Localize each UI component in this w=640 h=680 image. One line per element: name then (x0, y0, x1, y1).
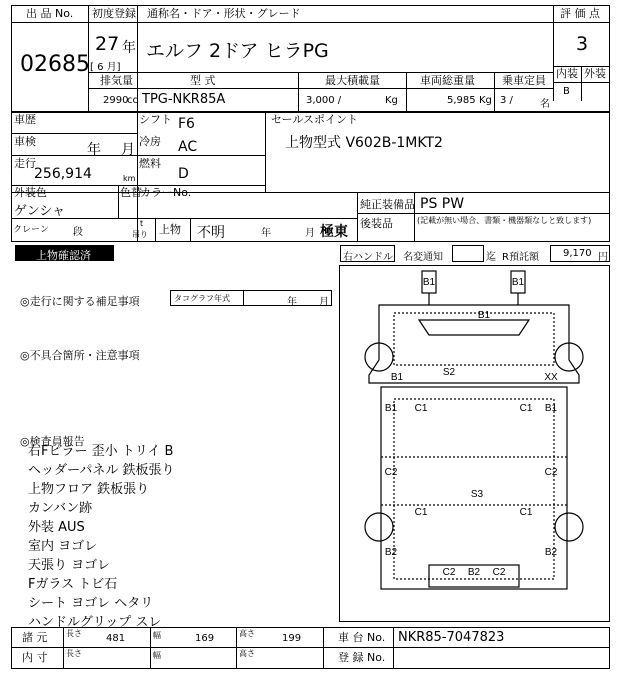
standard-equipment-label: 純正装備品 (360, 198, 415, 211)
interior-grade-label: 内装 (556, 67, 578, 80)
sales-point-label: セールスポイント (271, 113, 359, 126)
width-value: 169 (195, 633, 215, 644)
report-line: シート ヨゴレ ヘタリ (28, 596, 154, 611)
report-line: 外装 AUS (28, 520, 85, 535)
aftermarket-label: 後装品 (360, 217, 393, 230)
chassis-label: 車 台 No. (338, 631, 386, 644)
grade-label: 評 価 点 (560, 7, 600, 20)
lot-number: 02685 (20, 52, 90, 77)
diagram-mark: B1 (422, 277, 436, 288)
body-grade: 極東 (320, 224, 348, 240)
report-line: 天張り ヨゴレ (28, 558, 111, 573)
diagram-mark: C2 (492, 567, 506, 578)
aftermarket-note: (記載が無い場合、書類・機器類なしと致します) (417, 216, 592, 225)
diagram-mark: B1 (544, 403, 558, 414)
report-line: カンバン跡 (28, 501, 93, 516)
exterior-color-label: 外装色 (14, 186, 47, 199)
truck-diagram (339, 265, 610, 622)
mileage-unit: km (123, 174, 136, 183)
diagram-mark: C2 (442, 567, 456, 578)
diagram-mark: B1 (511, 277, 525, 288)
model-type: TPG-NKR85A (142, 92, 226, 107)
exterior-grade-label: 外装 (584, 67, 606, 80)
body-label: 上物 (159, 223, 181, 236)
name-change-box (452, 245, 484, 262)
report-line: Fガラス トビ石 (28, 577, 118, 592)
inner-height-label: 高さ (239, 649, 255, 658)
height-label: 高さ (239, 629, 255, 638)
aircon-value: AC (178, 139, 198, 155)
crane-stage-unit: 段 (73, 227, 83, 238)
crane-lift-unit: 吊り (132, 230, 148, 239)
displacement-unit: cc (127, 95, 138, 106)
lot-number-label: 出 品 No. (26, 7, 74, 20)
aircon-label: 冷房 (139, 135, 161, 148)
first-registration-label: 初度登録 (92, 7, 136, 20)
gross-weight-unit: Kg (479, 95, 492, 106)
inspector-report-label: ◎検査員報告 (20, 435, 85, 448)
tachograph-month-unit: 月 (319, 297, 329, 308)
crane-label: クレーン (13, 225, 49, 235)
diagram-mark: B2 (544, 547, 558, 558)
inspection-year-unit: 年 (87, 142, 101, 158)
report-line: ハンドルグリップ スレ (28, 615, 162, 630)
diagram-mark: B1 (390, 372, 404, 383)
sales-point-text: 上物型式 V602B-1MKT2 (285, 135, 443, 151)
inspection-month-unit: 月 (121, 142, 135, 158)
until-label: 迄 (486, 252, 496, 263)
inner-width-label: 幅 (153, 651, 161, 660)
body-year-unit: 年 (261, 228, 271, 239)
year-unit: 年 (122, 40, 136, 56)
body-month-unit: 月 (305, 228, 315, 239)
exterior-color: ゲンシャ (14, 204, 66, 219)
name-change-label: 名変通知 (403, 252, 443, 263)
height-value: 199 (282, 633, 302, 644)
body-value: 不明 (197, 225, 225, 241)
displacement-label: 排気量 (100, 74, 133, 87)
width-label: 幅 (153, 631, 161, 640)
mileage-value: 256,914 (34, 166, 92, 182)
defects-label: ◎不具合箇所・注意事項 (20, 349, 140, 362)
tachograph-label: タコグラフ年式 (174, 294, 230, 303)
diagram-mark: S2 (442, 367, 456, 378)
displacement: 2990 (103, 95, 129, 106)
length-label: 長さ (66, 629, 82, 638)
capacity-unit: 名 (540, 99, 550, 110)
overall-grade: 3 (576, 33, 589, 55)
diagram-mark: C2 (544, 467, 558, 478)
gross-weight: 5,985 (447, 95, 476, 106)
diagram-mark: B1 (477, 310, 491, 321)
color-change-label: 色替 (120, 186, 142, 199)
shift-value: F6 (178, 116, 195, 132)
inner-length-label: 長さ (66, 649, 82, 658)
recycle-fee: 9,170 (563, 248, 592, 259)
history-label: 車歴 (14, 113, 36, 126)
model-label: 通称名・ドア・形状・グレード (147, 7, 301, 20)
diagram-mark: C1 (519, 403, 533, 414)
inner-dims-label: 内 寸 (22, 651, 48, 664)
steering: 右ハンドル (343, 252, 393, 263)
diagram-mark: B2 (384, 547, 398, 558)
fuel-value: D (178, 166, 189, 182)
diagram-mark: S3 (470, 489, 484, 500)
dims-label: 諸 元 (22, 631, 48, 644)
report-line: 右Fピラー 歪小 トリイ B (28, 444, 174, 459)
standard-equipment: PS PW (420, 196, 465, 212)
gross-weight-label: 車両総重量 (420, 74, 475, 87)
first-registration-month: [ 6 月] (90, 62, 121, 73)
diagram-mark: B2 (467, 567, 481, 578)
diagram-mark: C1 (519, 507, 533, 518)
shift-label: シフト (139, 113, 172, 126)
chassis-number: NKR85-7047823 (398, 630, 505, 645)
diagram-mark: XX (544, 372, 558, 383)
report-line: 室内 ヨゴレ (28, 539, 98, 554)
recycle-unit: 円 (598, 252, 608, 263)
first-registration-year: 27 (95, 33, 120, 55)
capacity-label: 乗車定員 (502, 74, 546, 87)
report-line: 上物フロア 鉄板張り (28, 482, 150, 497)
fuel-label: 燃料 (139, 157, 161, 170)
max-load: 3,000 / (306, 95, 342, 106)
mileage-label: 走行 (14, 157, 36, 170)
recycle-label: R預託額 (502, 252, 539, 263)
tachograph-year-unit: 年 (287, 297, 297, 308)
inspector-report-list (28, 444, 174, 634)
inspection-label: 車検 (14, 135, 36, 148)
interior-grade: B (563, 86, 570, 97)
report-line: ヘッダーパネル 鉄板張り (28, 463, 175, 478)
driving-notes-label: ◎走行に関する補足事項 (20, 295, 140, 308)
registration-label: 登 録 No. (338, 651, 386, 664)
diagram-mark: B1 (384, 403, 398, 414)
body-confirmed-label: 上物確認済 (36, 249, 91, 262)
capacity: 3 / (500, 95, 513, 106)
type-label: 型 式 (190, 74, 216, 87)
max-load-unit: Kg (385, 95, 398, 106)
max-load-label: 最大積載量 (325, 74, 380, 87)
diagram-mark: C2 (384, 467, 398, 478)
length-value: 481 (106, 633, 126, 644)
diagram-mark: C1 (414, 507, 428, 518)
crane-t-unit: t (140, 219, 144, 228)
color-code-label: カラーNo. (140, 186, 192, 199)
diagram-mark: C1 (414, 403, 428, 414)
model-name: エルフ 2ドア ヒラPG (146, 40, 329, 62)
footer-box (11, 627, 610, 669)
